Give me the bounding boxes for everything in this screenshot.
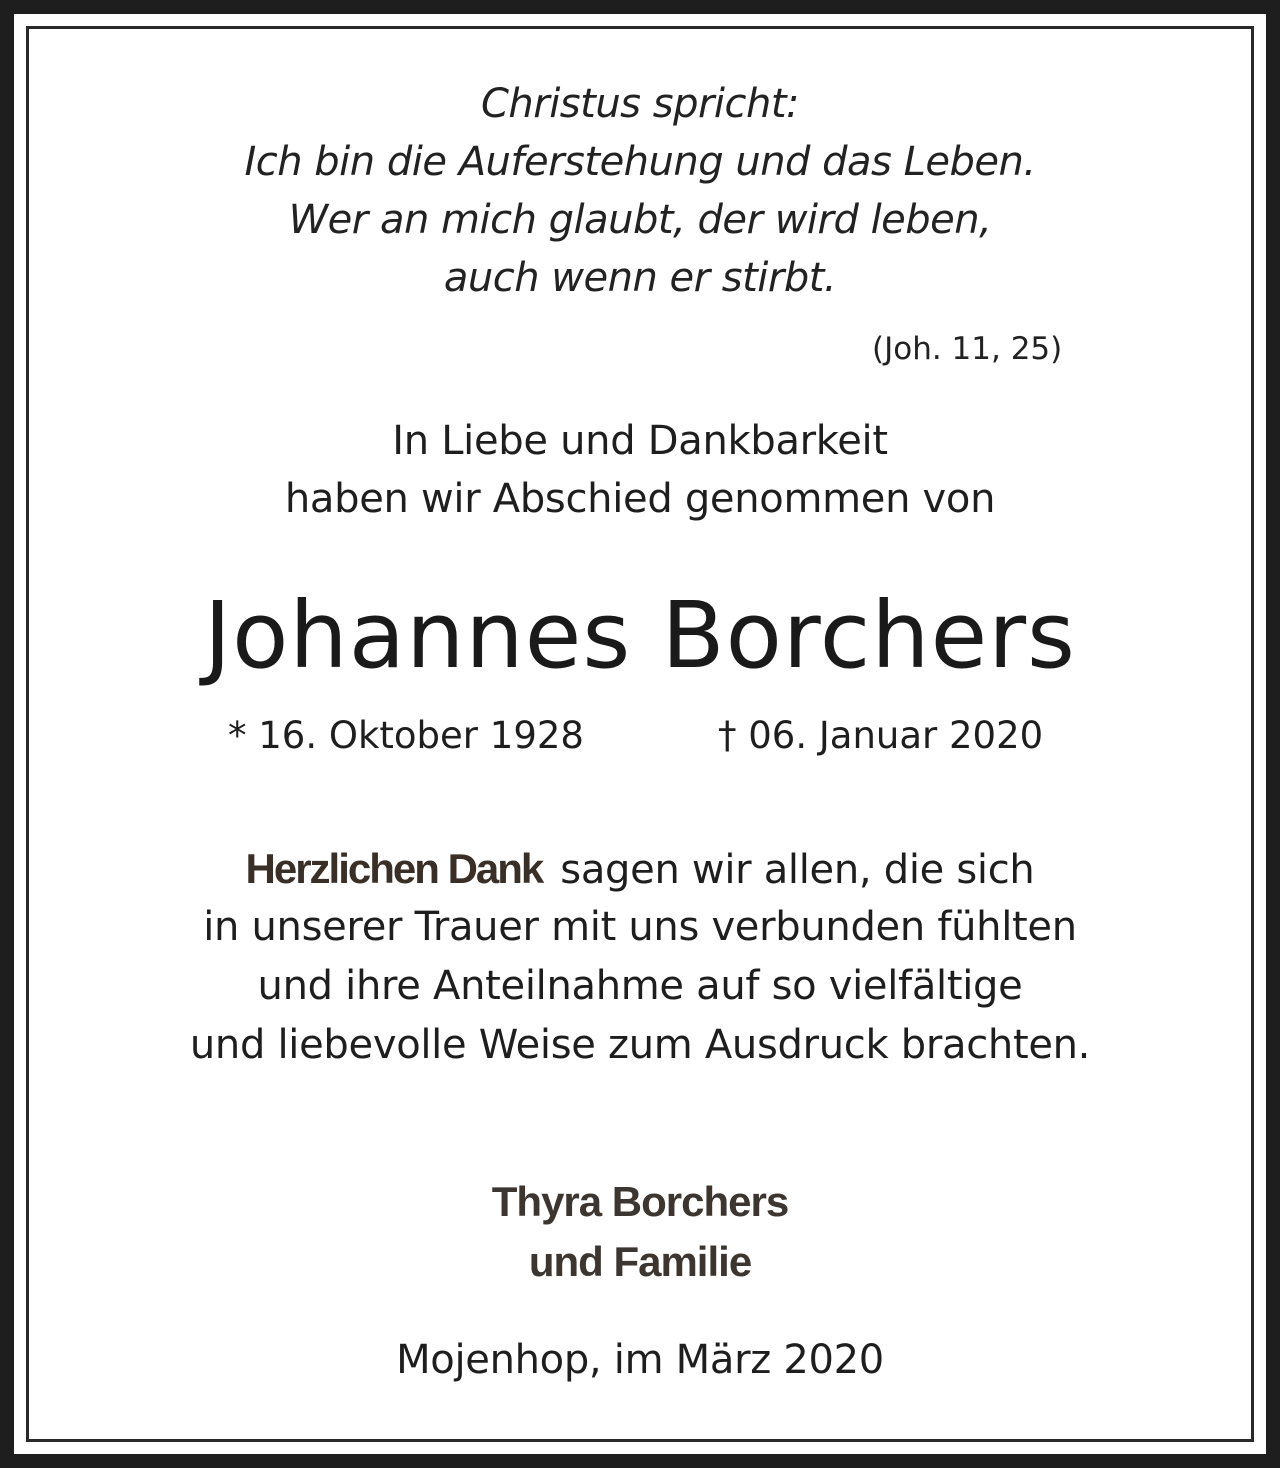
thanks-heading: Herzlichen Dank	[245, 845, 543, 892]
intro-line-1: In Liebe und Dankbarkeit	[392, 418, 888, 464]
thanks-line-4: und liebevolle Weise zum Ausdruck brachten.	[189, 1022, 1091, 1068]
deceased-name: Johannes Borchers	[204, 582, 1076, 689]
signature-line-1: Thyra Borchers	[491, 1178, 789, 1225]
verse-reference: (Joh. 11, 25)	[872, 331, 1063, 367]
verse-line-2: Ich bin die Auferstehung und das Leben.	[244, 139, 1036, 185]
birth-date: * 16. Oktober 1928	[228, 714, 584, 757]
place-date: Mojenhop, im März 2020	[396, 1337, 884, 1383]
death-date: † 06. Januar 2020	[718, 714, 1044, 757]
thanks-line-3: und ihre Anteilnahme auf so vielfältige	[257, 963, 1023, 1009]
thanks-line-2: in unserer Trauer mit uns verbunden fühlten	[203, 904, 1077, 950]
thanks-line-1	[0, 845, 1280, 893]
verse-line-1: Christus spricht:	[480, 81, 800, 127]
intro-line-2: haben wir Abschied genommen von	[284, 476, 996, 522]
thanks-line-1-text: sagen wir allen, die sich	[560, 847, 1035, 893]
verse-line-3: Wer an mich glaubt, der wird leben,	[288, 197, 992, 243]
verse-line-4: auch wenn er stirbt.	[443, 255, 837, 301]
signature-line-2: und Familie	[528, 1238, 752, 1285]
